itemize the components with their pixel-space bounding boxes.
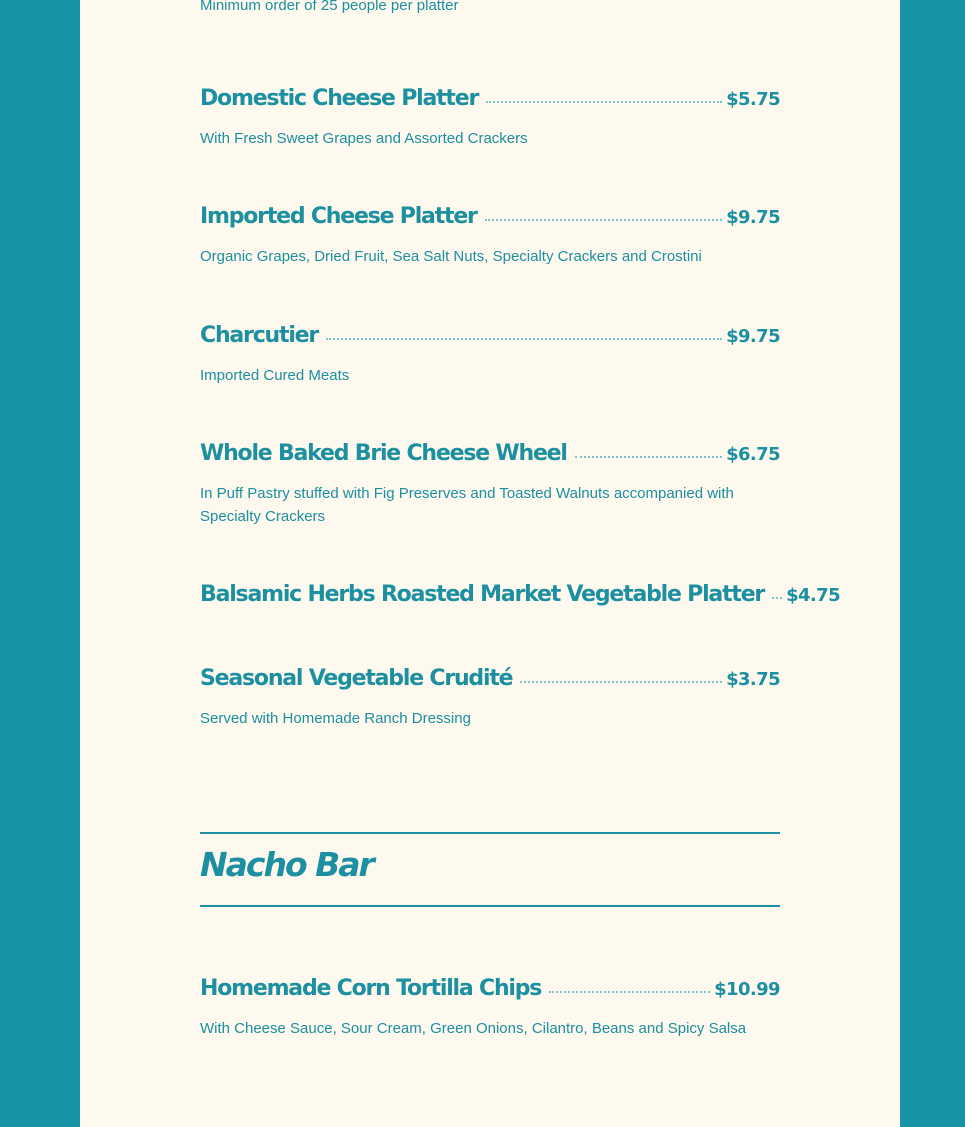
dotted-leader: [485, 219, 722, 221]
menu-item-price: $3.75: [726, 669, 780, 690]
menu-item-header: [200, 666, 780, 698]
menu-item-name: Imported Cheese Platter: [200, 204, 477, 229]
menu-item-header: [200, 582, 841, 614]
menu-item-name: Seasonal Vegetable Crudité: [200, 666, 513, 691]
dotted-leader: [326, 338, 722, 340]
menu-item-tortilla-chips: [200, 976, 780, 1040]
section-title-nacho-bar: Nacho Bar: [200, 845, 373, 884]
section-divider-bottom: [200, 905, 780, 907]
menu-item-price: $9.75: [726, 326, 780, 347]
dotted-leader: [772, 597, 782, 599]
menu-item-price: $6.75: [726, 444, 780, 465]
menu-item-description: In Puff Pastry stuffed with Fig Preserves and Toasted Walnuts accompanied with Specialty Crackers: [200, 485, 734, 525]
menu-item-description: With Fresh Sweet Grapes and Assorted Crackers: [200, 130, 528, 147]
menu-item-price: $4.75: [786, 585, 841, 606]
menu-item-description: With Cheese Sauce, Sour Cream, Green Onions, Cilantro, Beans and Spicy Salsa: [200, 1020, 747, 1037]
section-divider-top: [200, 832, 780, 834]
dotted-leader: [549, 991, 710, 993]
menu-item-description: Served with Homemade Ranch Dressing: [200, 710, 471, 727]
menu-item-name: Whole Baked Brie Cheese Wheel: [200, 441, 567, 466]
menu-item-name: Homemade Corn Tortilla Chips: [200, 976, 542, 1001]
menu-item-description: Imported Cured Meats: [200, 367, 350, 384]
menu-item-header: [200, 976, 780, 1008]
menu-item-name: Charcutier: [200, 323, 319, 348]
menu-item-header: [200, 86, 780, 118]
menu-item-name: Domestic Cheese Platter: [200, 86, 479, 111]
menu-item-name: Balsamic Herbs Roasted Market Vegetable Platter: [200, 582, 765, 607]
minimum-order-note: Minimum order of 25 people per platter: [200, 0, 459, 14]
menu-page: [80, 0, 900, 1127]
menu-item-price: $9.75: [726, 207, 780, 228]
menu-item-header: [200, 441, 780, 473]
menu-item-price: $10.99: [714, 979, 780, 1000]
dotted-leader: [520, 681, 722, 683]
menu-item-vegetable-crudite: [200, 666, 780, 730]
menu-item-imported-cheese-platter: [200, 204, 780, 268]
dotted-leader: [486, 101, 722, 103]
menu-item-domestic-cheese-platter: [200, 86, 780, 150]
menu-item-charcutier: [200, 323, 780, 387]
menu-item-header: [200, 323, 780, 355]
menu-item-price: $5.75: [726, 89, 780, 110]
menu-item-baked-brie: [200, 441, 780, 528]
dotted-leader: [575, 456, 722, 458]
menu-item-description: Organic Grapes, Dried Fruit, Sea Salt Nuts, Specialty Crackers and Crostini: [200, 248, 702, 265]
menu-item-header: [200, 204, 780, 236]
menu-item-roasted-vegetable-platter: [200, 582, 841, 614]
